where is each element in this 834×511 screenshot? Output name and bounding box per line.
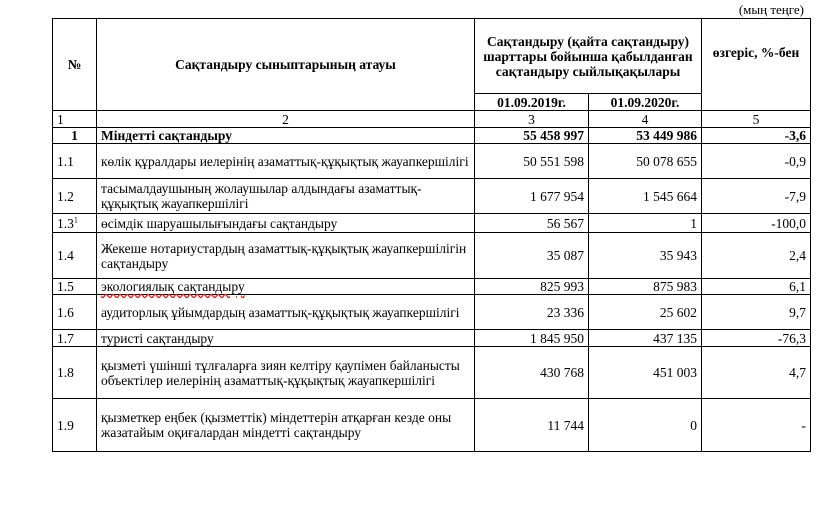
change-percent: -100,0 [702, 214, 811, 233]
row-number: 1.6 [53, 295, 97, 330]
premium-2019: 56 567 [475, 214, 589, 233]
table-row [53, 128, 811, 144]
change-percent: -3,6 [702, 128, 811, 144]
header-class-name: Сақтандыру сыныптарының атауы [97, 19, 475, 111]
insurance-class-name: қызметкер еңбек (қызметтік) міндеттерін атқарған кезде оны жазатайым оқиғалардан міндетті сақтандыру [97, 399, 475, 452]
change-percent: 9,7 [702, 295, 811, 330]
change-percent: -76,3 [702, 330, 811, 347]
premium-2020: 451 003 [589, 347, 702, 399]
column-number: 3 [475, 111, 589, 128]
row-number: 1.7 [53, 330, 97, 347]
premium-2020: 1 [589, 214, 702, 233]
premium-2020: 875 983 [589, 279, 702, 295]
column-number-row [53, 111, 811, 128]
premium-2020: 0 [589, 399, 702, 452]
insurance-class-name: Жекеше нотариустардың азаматтық-құқықтық жауапкершілігін сақтандыру [97, 233, 475, 279]
change-percent: 2,4 [702, 233, 811, 279]
change-percent: -0,9 [702, 144, 811, 179]
insurance-class-name: тасымалдаушының жолаушылар алдындағы азаматтық-құқықтық жауапкершілігі [97, 179, 475, 214]
insurance-premiums-table [52, 18, 811, 452]
row-number: 1.8 [53, 347, 97, 399]
row-number: $1.3^1$ [53, 214, 97, 233]
insurance-class-name: көлік құралдары иелерінің азаматтық-құқықтық жауапкершілігі [97, 144, 475, 179]
insurance-class-name: Міндетті сақтандыру [97, 128, 475, 144]
row-number: 1.5 [53, 279, 97, 295]
column-number: 5 [702, 111, 811, 128]
table-row [53, 347, 811, 399]
table-row [53, 295, 811, 330]
premium-2019: 430 768 [475, 347, 589, 399]
insurance-class-name: туристі сақтандыру [97, 330, 475, 347]
change-percent: 4,7 [702, 347, 811, 399]
footnote-marker: 1 [73, 215, 78, 224]
row-number: 1.1 [53, 144, 97, 179]
change-percent: - [702, 399, 811, 452]
table-row [53, 214, 811, 233]
header-date-2020: 01.09.2020г. [589, 94, 702, 111]
premium-2019: 1 845 950 [475, 330, 589, 347]
premium-2019: 11 744 [475, 399, 589, 452]
premium-2019: 35 087 [475, 233, 589, 279]
change-percent: -7,9 [702, 179, 811, 214]
header-date-2019: 01.09.2019г. [475, 94, 589, 111]
premium-2019: 55 458 997 [475, 128, 589, 144]
insurance-class-name: өсімдік шаруашылығындағы сақтандыру [97, 214, 475, 233]
table-row [53, 179, 811, 214]
premium-2019: 50 551 598 [475, 144, 589, 179]
table-row [53, 399, 811, 452]
unit-note: (мың теңге) [738, 2, 804, 17]
table-row [53, 279, 811, 295]
insurance-class-name: экологиялық сақтандыру [97, 279, 475, 295]
header-no: № [53, 19, 97, 111]
premium-2020: 53 449 986 [589, 128, 702, 144]
row-number: 1.4 [53, 233, 97, 279]
row-number: 1.9 [53, 399, 97, 452]
column-number: 2 [97, 111, 475, 128]
premium-2020: 50 078 655 [589, 144, 702, 179]
premium-2020: 1 545 664 [589, 179, 702, 214]
table-row [53, 233, 811, 279]
change-percent: 6,1 [702, 279, 811, 295]
row-number: 1 [53, 128, 97, 144]
premium-2019: 23 336 [475, 295, 589, 330]
table-row [53, 330, 811, 347]
column-number: 4 [589, 111, 702, 128]
column-number: 1 [53, 111, 97, 128]
table-row [53, 144, 811, 179]
premium-2020: 25 602 [589, 295, 702, 330]
premium-2020: 437 135 [589, 330, 702, 347]
insurance-class-name: қызметі үшінші тұлғаларға зиян келтіру қаупімен байланысты объектілер иелерінің азаматтық-құқықтық жауапкершілігі [97, 347, 475, 399]
premium-2019: 1 677 954 [475, 179, 589, 214]
row-number: 1.2 [53, 179, 97, 214]
header-change: өзгеріс, %-бен [702, 19, 811, 111]
premium-2020: 35 943 [589, 233, 702, 279]
premium-2019: 825 993 [475, 279, 589, 295]
insurance-class-name: аудиторлық ұйымдардың азаматтық-құқықтық жауапкершілігі [97, 295, 475, 330]
header-premiums: Сақтандыру (қайта сақтандыру) шарттары бойынша қабылданған сақтандыру сыйлықақылары [475, 19, 702, 94]
